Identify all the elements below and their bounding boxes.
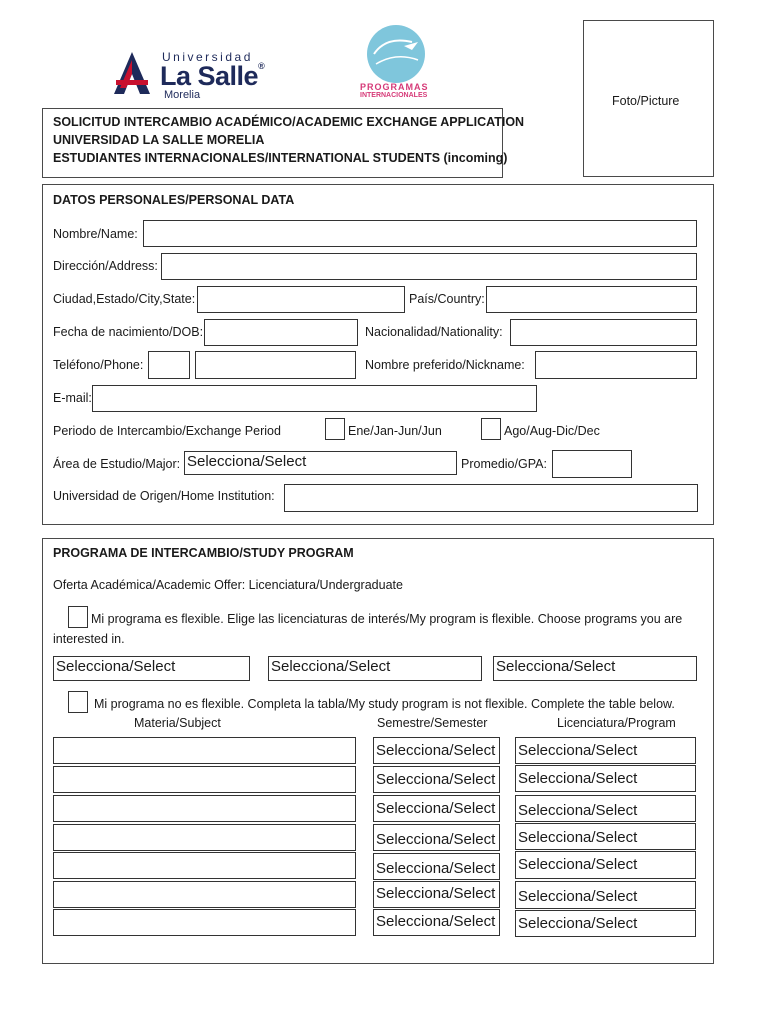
semester-select[interactable]: Selecciona/Select: [373, 909, 500, 936]
subject-input[interactable]: [53, 737, 356, 764]
address-label: Dirección/Address:: [53, 259, 158, 273]
prog-logo-line2: INTERNACIONALES: [360, 92, 428, 99]
city-input[interactable]: [197, 286, 405, 313]
subject-column-header: Materia/Subject: [134, 716, 221, 730]
subject-input[interactable]: [53, 852, 356, 879]
phone-label: Teléfono/Phone:: [53, 358, 144, 372]
address-input[interactable]: [161, 253, 697, 280]
program-select[interactable]: Selecciona/Select: [515, 851, 696, 879]
semester-select[interactable]: Selecciona/Select: [373, 853, 500, 880]
program-section-title: PROGRAMA DE INTERCAMBIO/STUDY PROGRAM: [53, 546, 354, 560]
nationality-input[interactable]: [510, 319, 697, 346]
city-label: Ciudad,Estado/City,State:: [53, 292, 196, 306]
program-select[interactable]: Selecciona/Select: [515, 737, 696, 764]
name-label: Nombre/Name:: [53, 227, 138, 241]
not-flexible-program-checkbox[interactable]: [68, 691, 88, 713]
nickname-input[interactable]: [535, 351, 697, 379]
dob-input[interactable]: [204, 319, 358, 346]
program-select[interactable]: Selecciona/Select: [515, 765, 696, 792]
nationality-label: Nacionalidad/Nationality:: [365, 325, 503, 339]
period-aug-dec-checkbox[interactable]: [481, 418, 501, 440]
not-flexible-program-label: Mi programa no es flexible. Completa la tabla/My study program is not flexible. Complete the table below.: [94, 697, 675, 711]
home-institution-label: Universidad de Origen/Home Institution:: [53, 489, 275, 503]
flex-program-select-3[interactable]: Selecciona/Select: [493, 656, 697, 681]
major-select[interactable]: Selecciona/Select: [184, 451, 457, 475]
subject-input[interactable]: [53, 795, 356, 822]
flex-program-select-1[interactable]: Selecciona/Select: [53, 656, 250, 681]
dob-label: Fecha de nacimiento/DOB:: [53, 325, 204, 339]
flexible-program-checkbox[interactable]: [68, 606, 88, 628]
phone-code-input[interactable]: [148, 351, 190, 379]
period-jan-jun-checkbox[interactable]: [325, 418, 345, 440]
academic-offer-label: Oferta Académica/Academic Offer: Licenciatura/Undergraduate: [53, 578, 403, 592]
flex-program-select-2[interactable]: Selecciona/Select: [268, 656, 482, 681]
prog-logo-line1: PROGRAMAS: [360, 82, 429, 92]
program-column-header: Licenciatura/Program: [557, 716, 676, 730]
subject-input[interactable]: [53, 824, 356, 851]
program-select[interactable]: Selecciona/Select: [515, 881, 696, 909]
semester-column-header: Semestre/Semester: [377, 716, 488, 730]
logo-name: [160, 61, 264, 92]
program-select[interactable]: Selecciona/Select: [515, 823, 696, 850]
globe-plane-icon: [356, 24, 436, 84]
email-label: E-mail:: [53, 391, 92, 405]
title-line3: ESTUDIANTES INTERNACIONALES/INTERNATIONAL STUDENTS (incoming): [53, 151, 508, 165]
logo-name-text: La Salle: [160, 61, 259, 91]
flexible-program-label-cont: interested in.: [53, 632, 125, 646]
semester-select[interactable]: Selecciona/Select: [373, 881, 500, 908]
semester-select[interactable]: Selecciona/Select: [373, 824, 500, 851]
semester-select[interactable]: Selecciona/Select: [373, 737, 500, 764]
major-label: Área de Estudio/Major:: [53, 457, 181, 471]
title-line2: UNIVERSIDAD LA SALLE MORELIA: [53, 133, 265, 147]
flexible-program-label: Mi programa es flexible. Elige las licenciaturas de interés/My program is flexible. Choose programs you are: [91, 612, 683, 626]
country-label: País/Country:: [409, 292, 485, 306]
period-label: Periodo de Intercambio/Exchange Period: [53, 424, 281, 438]
logo-reg: ®: [258, 61, 265, 71]
gpa-input[interactable]: [552, 450, 632, 478]
photo-box[interactable]: [583, 20, 714, 177]
name-input[interactable]: [143, 220, 697, 247]
country-input[interactable]: [486, 286, 697, 313]
photo-label: Foto/Picture: [612, 94, 680, 108]
title-box: [42, 108, 525, 178]
program-select[interactable]: Selecciona/Select: [515, 910, 696, 937]
period-option2-label: Ago/Aug-Dic/Dec: [504, 424, 600, 438]
gpa-label: Promedio/GPA:: [461, 457, 547, 471]
period-option1-label: Ene/Jan-Jun/Jun: [348, 424, 442, 438]
nickname-label: Nombre preferido/Nickname:: [365, 358, 525, 372]
logo-univ-word: Universidad: [162, 50, 253, 64]
home-institution-input[interactable]: [284, 484, 698, 512]
program-select[interactable]: Selecciona/Select: [515, 795, 696, 822]
semester-select[interactable]: Selecciona/Select: [373, 795, 500, 822]
programas-internacionales-logo: [356, 24, 436, 102]
email-input[interactable]: [92, 385, 537, 412]
title-line1: SOLICITUD INTERCAMBIO ACADÉMICO/ACADEMIC EXCHANGE APPLICATION: [53, 115, 525, 129]
subject-input[interactable]: [53, 909, 356, 936]
subject-input[interactable]: [53, 881, 356, 908]
logo-campus: Morelia: [164, 89, 201, 101]
personal-section-title: DATOS PERSONALES/PERSONAL DATA: [53, 193, 295, 207]
semester-select[interactable]: Selecciona/Select: [373, 766, 500, 793]
la-salle-emblem-icon: [112, 50, 152, 98]
la-salle-logo: [112, 48, 272, 102]
subject-input[interactable]: [53, 766, 356, 793]
phone-number-input[interactable]: [195, 351, 356, 379]
